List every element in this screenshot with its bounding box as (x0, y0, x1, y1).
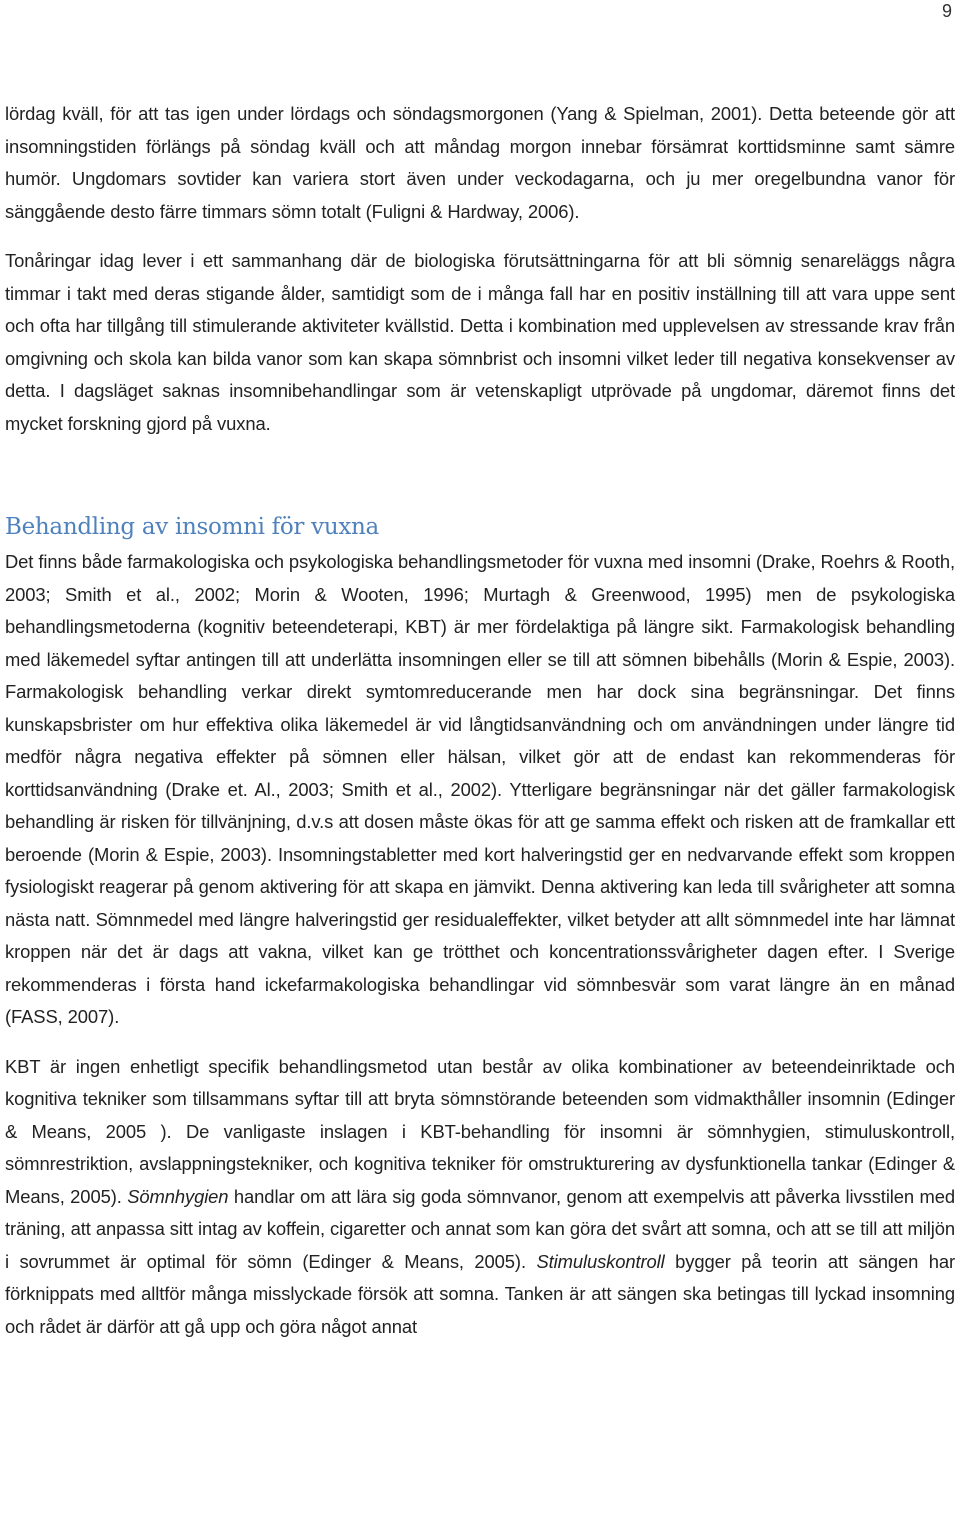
section-heading: Behandling av insomni för vuxna (5, 514, 379, 540)
kbt-text-part2: handlar om att lära sig goda sömnvanor, genom att exempelvis att påverka livsstilen med träning, att anpassa sitt intag av koffein, cigaretter och annat som kan göra det svårt att somna, och att se till att miljön i sovrummet är optimal för sömn (Edinger & Means, 2005). (5, 1185, 955, 1272)
kbt-text-part1: KBT är ingen enhetligt specifik behandlingsmetod utan består av olika kombinationer av beteendeinriktade och kognitiva tekniker som tillsammans syftar till att bryta sömnstörande beteenden som vidmakthåller insomnin (Edinger & Means, 2005 ). De vanligaste inslagen i KBT-behandling för insomni är sömnhygien, stimuluskontroll, sömnrestriktion, avslappningstekniker, och kognitiva tekniker för omstrukturering av dysfunktionella tankar (Edinger & Means, 2005). (5, 1055, 955, 1207)
document-body (5, 98, 955, 1343)
term-stimuluskontroll: Stimuluskontroll (536, 1250, 665, 1272)
term-somnhygien: Sömnhygien (127, 1185, 229, 1207)
kbt-text-part3: bygger på teorin att sängen har förknippats med alltför många misslyckade försök att somna. Tanken är att sängen ska betingas till lyckad insomning och rådet är därför att gå upp och göra något annat (5, 1250, 956, 1337)
paragraph-treatment-adults: Det finns både farmakologiska och psykologiska behandlingsmetoder för vuxna med insomni (Drake, Roehrs & Rooth, 2003; Smith et al., 2002; Morin & Wooten, 1996; Murtagh & Greenwood, 1995) men de psykologiska behandlingsmetoderna (kognitiv beteendeterapi, KBT) är mer fördelaktiga på längre sikt. Farmakologisk behandling med läkemedel syftar antingen till att underlätta insomningen eller se till att sömnen bibehålls (Morin & Espie, 2003). Farmakologisk behandling verkar direkt symtomreducerande men har dock sina begränsningar. Det finns kunskapsbrister om hur effektiva olika läkemedel är vid långtidsanvändning och om användningen under längre tid medför några negativa effekter på sömnen eller hälsan, vilket gör att de endast kan rekommenderas för korttidsanvändning (Drake et. Al., 2003; Smith et al., 2002). Ytterligare begränsningar när det gäller farmakologisk behandling är risken för tillvänjning, d.v.s att dosen måste ökas för att ge samma effekt och risken att de framkallar ett beroende (Morin & Espie, 2003). Insomningstabletter med kort halveringstid ger en nedvarvande effekt som kroppen fysiologiskt reagerar på genom aktivering för att skapa en jämvikt. Denna aktivering kan leda till svårigheter att somna nästa natt. Sömnmedel med längre halveringstid ger residualeffekter, vilket betyder att allt sömnmedel inte har lämnat kroppen när det är dags att vakna, vilket kan ge trötthet och koncentrationssvårigheter dagen efter. I Sverige rekommenderas i första hand ickefarmakologiska behandlingar vid sömnbesvär som varat längre än en månad (FASS, 2007). (5, 551, 955, 1027)
paragraph-sleep-habits: lördag kväll, för att tas igen under lördags och söndagsmorgonen (Yang & Spielman, 2001). Detta beteende gör att insomningstiden förlängs på söndag kväll och att måndag morgon innebar försämrat korttidsminne samt sämre humör. Ungdomars sovtider kan variera stort även under veckodagarna, och ju mer oregelbundna vanor för sänggående desto färre timmars sömn totalt (Fuligni & Hardway, 2006). (5, 103, 955, 222)
paragraph-teenagers: Tonåringar idag lever i ett sammanhang där de biologiska förutsättningarna för att bli sömnig senareläggs några timmar i takt med deras stigande ålder, samtidigt som de i många fall har en positiv inställning till att vara uppe sent och ofta har tillgång till stimulerande aktiviteter kvällstid. Detta i kombination med upplevelsen av stressande krav från omgivning och skola kan bilda vanor som kan skapa sömnbrist och insomni vilket leder till negativa konsekvenser av detta. I dagsläget saknas insomnibehandlingar som är vetenskapligt utprövade på ungdomar, däremot finns det mycket forskning gjord på vuxna. (5, 250, 955, 434)
page-number: 9 (941, 1, 952, 21)
paragraph-kbt (5, 1051, 955, 1344)
